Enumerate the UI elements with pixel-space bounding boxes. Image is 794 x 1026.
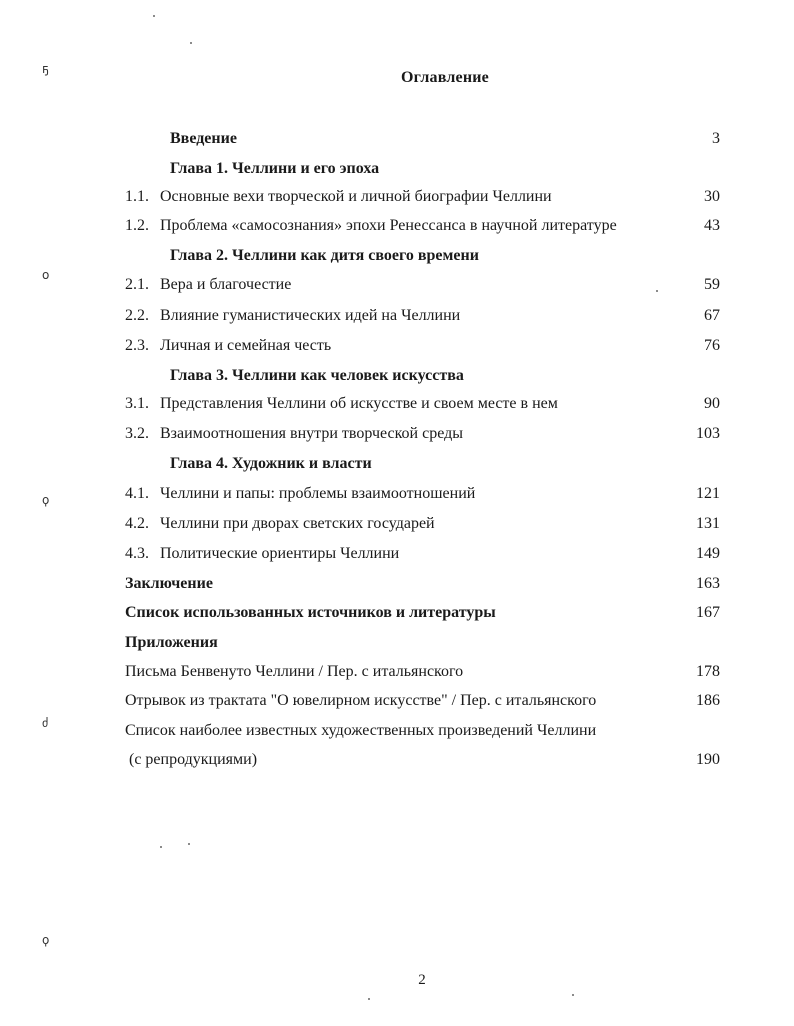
toc-entry-page: 149 xyxy=(696,545,720,562)
toc-entry-number: 1.1. xyxy=(125,188,149,205)
toc-entry[interactable] xyxy=(0,512,794,536)
toc-entry-text: Заключение xyxy=(125,575,213,592)
toc-entry-page: 90 xyxy=(704,395,720,412)
toc-entry-page: 178 xyxy=(696,663,720,680)
toc-entry-text: Список использованных источников и литературы xyxy=(125,604,496,621)
toc-entry-page: 30 xyxy=(704,188,720,205)
toc-entry-page: 186 xyxy=(696,692,720,709)
toc-entry-page: 43 xyxy=(704,217,720,234)
toc-entry-number: 3.1. xyxy=(125,395,149,412)
toc-entry[interactable] xyxy=(0,689,794,713)
toc-chapter-3[interactable] xyxy=(0,364,794,388)
toc-entry-text: (с репродукциями) xyxy=(125,751,258,768)
toc-entry-text: Проблема «самосознания» эпохи Ренессанса в научной литературе xyxy=(160,217,617,234)
toc-chapter-text: Глава 1. Челлини и его эпоха xyxy=(170,160,380,177)
toc-entry-number: 1.2. xyxy=(125,217,149,234)
toc-entry-page: 163 xyxy=(696,575,720,592)
toc-chapter-2[interactable] xyxy=(0,244,794,268)
toc-entry[interactable] xyxy=(0,334,794,358)
toc-entry-page: 190 xyxy=(696,751,720,768)
toc-chapter-text: Глава 4. Художник и власти xyxy=(170,455,372,472)
toc-entry-page: 121 xyxy=(696,485,720,502)
toc-entry-text: Основные вехи творческой и личной биографии Челлини xyxy=(160,188,552,205)
toc-entry-page: 103 xyxy=(696,425,720,442)
scan-speck xyxy=(160,846,162,848)
toc-entry-page: 59 xyxy=(704,276,720,293)
toc-entry-text: Отрывок из трактата "О ювелирном искусстве" / Пер. с итальянского xyxy=(125,692,597,709)
toc-entry[interactable] xyxy=(0,719,794,743)
toc-entry[interactable] xyxy=(0,185,794,209)
toc-entry-text: Челлини и папы: проблемы взаимоотношений xyxy=(160,485,476,502)
toc-entry[interactable] xyxy=(0,214,794,238)
toc-entry-number: 4.1. xyxy=(125,485,149,502)
toc-entry-bibliography[interactable] xyxy=(0,601,794,625)
margin-mark: ҕ xyxy=(42,62,49,76)
margin-mark: o xyxy=(42,268,50,282)
page-title: Оглавление xyxy=(401,69,489,86)
scan-speck xyxy=(153,15,155,17)
scan-speck xyxy=(190,42,192,44)
toc-entry-page: 131 xyxy=(696,515,720,532)
toc-entry[interactable] xyxy=(0,273,794,297)
toc-chapter-text: Глава 3. Челлини как человек искусства xyxy=(170,367,464,384)
toc-entry-introduction[interactable] xyxy=(0,127,794,151)
toc-entry-text: Взаимоотношения внутри творческой среды xyxy=(160,425,463,442)
toc-entry-text: Вера и благочестие xyxy=(160,276,292,293)
margin-mark: ძ xyxy=(42,716,49,730)
toc-entry-number: 2.2. xyxy=(125,307,149,324)
toc-entry-text: Челлини при дворах светских государей xyxy=(160,515,435,532)
toc-entry-text: Введение xyxy=(170,130,237,147)
toc-entry[interactable] xyxy=(0,482,794,506)
toc-entry-appendices[interactable] xyxy=(0,631,794,655)
page-number: 2 xyxy=(418,972,426,988)
toc-entry[interactable] xyxy=(0,304,794,328)
toc-entry-number: 3.2. xyxy=(125,425,149,442)
scan-speck xyxy=(188,843,190,845)
toc-chapter-4[interactable] xyxy=(0,452,794,476)
toc-entry[interactable] xyxy=(0,422,794,446)
margin-mark: ϙ xyxy=(42,493,50,507)
toc-entry-conclusion[interactable] xyxy=(0,572,794,596)
toc-entry-number: 2.3. xyxy=(125,337,149,354)
toc-entry-page: 3 xyxy=(712,130,720,147)
scan-speck xyxy=(368,998,370,1000)
margin-mark: ϙ xyxy=(42,933,50,947)
toc-entry-number: 4.3. xyxy=(125,545,149,562)
scan-speck xyxy=(572,994,574,996)
toc-entry-page: 76 xyxy=(704,337,720,354)
toc-entry[interactable] xyxy=(0,392,794,416)
toc-entry-page: 167 xyxy=(696,604,720,621)
toc-entry-text: Влияние гуманистических идей на Челлини xyxy=(160,307,461,324)
toc-entry-page: 67 xyxy=(704,307,720,324)
toc-chapter-1[interactable] xyxy=(0,157,794,181)
toc-entry-text: Представления Челлини об искусстве и своем месте в нем xyxy=(160,395,558,412)
toc-entry-text: Список наиболее известных художественных произведений Челлини xyxy=(125,722,597,739)
toc-entry-text: Письма Бенвенуто Челлини / Пер. с итальянского xyxy=(125,663,464,680)
toc-entry[interactable] xyxy=(0,542,794,566)
toc-entry[interactable] xyxy=(0,748,794,772)
toc-entry-number: 2.1. xyxy=(125,276,149,293)
toc-entry-text: Приложения xyxy=(125,634,218,651)
toc-entry[interactable] xyxy=(0,660,794,684)
toc-chapter-text: Глава 2. Челлини как дитя своего времени xyxy=(170,247,479,264)
toc-entry-number: 4.2. xyxy=(125,515,149,532)
toc-entry-text: Политические ориентиры Челлини xyxy=(160,545,400,562)
toc-entry-text: Личная и семейная честь xyxy=(160,337,332,354)
